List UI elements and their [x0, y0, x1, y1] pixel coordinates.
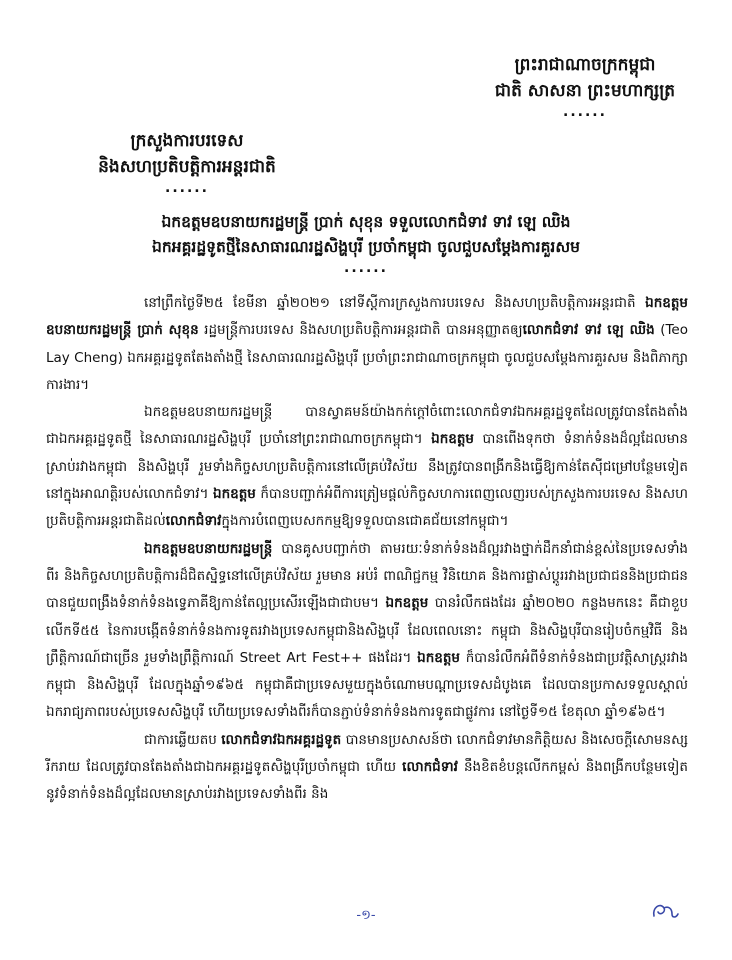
- header-divider-dots: ......: [563, 104, 607, 120]
- paragraph-4: [46, 727, 688, 809]
- p2-bold-3: លោកជំទាវ: [165, 513, 222, 530]
- p3-bold-2: ឯកឧត្តម: [385, 595, 429, 612]
- p1-text-3: (Teo Lay Cheng) ឯកអគ្គរដ្ឋទូតតែងតាំងថ្មី នៃសាធារណរដ្ឋសិង្ហបុរី ប្រចាំព្រះរាជាណាចក្រកម្ពុជា ចូលជួបសម្តែងការគួរសម និងពិភាក្សាការងារ។: [46, 322, 688, 393]
- ministry-name: ក្រសួងការបរទេស: [130, 131, 244, 151]
- ministry-header: [62, 128, 312, 196]
- p1-text-1: នៅព្រឹកថ្ងៃទី២៥ ខែមីនា ឆ្នាំ២០២១ នៅទីស្តីការក្រសួងការបរទេស និងសហប្រតិបត្តិការអន្តរជាតិ: [144, 295, 646, 311]
- p1-text-2: រដ្ឋមន្ត្រីការបរទេស និងសហប្រតិបត្តិការអន្តរជាតិ បានអនុញ្ញាតឲ្យ: [198, 322, 523, 339]
- page-number: -១-: [356, 908, 376, 923]
- document-body: [46, 290, 688, 809]
- paragraph-1: [46, 290, 688, 399]
- p2-text-3: ក៏បានបញ្ជាក់អំពីការត្រៀមផ្តល់កិច្ចសហការពេញលេញរបស់ក្រសួងការបរទេស និងសហប្រតិបត្តិការអន្តរជាតិដល់: [46, 486, 688, 530]
- p3-text-2: បានរំលឹកផងដែរ ឆ្នាំ២០២០ កន្លងមកនេះ គឺជាខួបលើកទី៥៥ នៃការបង្កើតទំនាក់ទំនងការទូតរវាងប្រទេសកម្ពុជានិងសិង្ហបុរី ដែលពេលនោះ កម្ពុជា និងសិង្ហបុរីបានរៀបចំកម្មវិធី និងព្រឹត្តិការណ៍ជាច្រើន រួមទាំងព្រឹត្តិការណ៍ Street Art Fest++ ផងដែរ។: [46, 595, 688, 666]
- p2-text-1: ឯកឧត្តមឧបនាយករដ្ឋមន្ត្រី បានស្វាគមន៍យ៉ាងកក់ក្តៅចំពោះលោកជំទាវឯកអគ្គរដ្ឋទូតដែលត្រូវបានតែងតាំងជាឯកអគ្គរដ្ឋទូតថ្មី នៃសាធារណរដ្ឋសិង្ហបុរី ប្រចាំនៅព្រះរាជាណាចក្រកម្ពុជា។: [46, 404, 688, 448]
- p4-bold-2: លោកជំទាវ: [402, 759, 458, 776]
- p4-text-1: ជាការឆ្លើយតប: [144, 731, 222, 748]
- p3-bold-3: ឯកឧត្តម: [417, 649, 460, 666]
- p2-bold-2: ឯកឧត្តម: [213, 486, 256, 503]
- p1-bold-1: ឯកឧត្តមឧបនាយករដ្ឋមន្ត្រី ប្រាក់ សុខុន: [46, 295, 688, 339]
- ministry-subname: និងសហប្រតិបត្តិការអន្តរជាតិ: [98, 157, 276, 177]
- p1-bold-2: លោកជំទាវ ទាវ ឡេ ឈិង: [522, 322, 655, 339]
- p3-bold-1: ឯកឧត្តមឧបនាយករដ្ឋមន្ត្រី: [144, 540, 273, 557]
- p3-text-3: ក៏បានរំលឹកអំពីទំនាក់ទំនងជាប្រវត្តិសាស្ត្ររវាងកម្ពុជា និងសិង្ហបុរី ដែលក្នុងឆ្នាំ១៩៦៥ កម្ពុជាគឺជាប្រទេសមួយក្នុងចំណោមបណ្តាប្រទេសដំបូងគេ ដែលបានប្រកាសទទួលស្គាល់ឯករាជ្យភាពរបស់ប្រទេសសិង្ហបុរី ហើយប្រទេសទាំងពីរក៏បានភ្ជាប់ទំនាក់ទំនងការទូតជាផ្លូវការ នៅថ្ងៃទី១៥ ខែតុលា ឆ្នាំ១៩៦៥។: [46, 649, 688, 721]
- kingdom-header: [470, 52, 700, 120]
- p4-text-3: នឹងខិតខំបន្តលើកកម្ពស់ និងពង្រីកបន្ថែមទៀតនូវទំនាក់ទំនងដ៏ល្អដែលមានស្រាប់រវាងប្រទេសទាំងពីរ និង: [46, 759, 688, 803]
- title-line-1: ឯកឧត្តមឧបនាយករដ្ឋមន្ត្រី ប្រាក់ សុខុន ទទួលលោកជំទាវ ទាវ ឡេ ឈិង: [161, 213, 571, 231]
- initials-stroke: [646, 896, 686, 926]
- kingdom-title: ព្រះរាជាណាចក្រកម្ពុជា: [514, 55, 656, 75]
- ministry-divider-dots: ......: [165, 180, 209, 196]
- title-line-2: ឯកអគ្គរដ្ឋទូតថ្មីនៃសាធារណរដ្ឋសិង្ហបុរី ប្រចាំកម្ពុជា ចូលជួបសម្តែងការគួរសម: [152, 238, 580, 256]
- handwritten-initials-icon: [646, 896, 686, 926]
- paragraph-3: [46, 536, 688, 727]
- p3-text-1: បានគូសបញ្ជាក់ថា តាមរយៈទំនាក់ទំនងដ៏ល្អរវាងថ្នាក់ដឹកនាំជាន់ខ្ពស់នៃប្រទេសទាំងពីរ និងកិច្ចសហប្រតិបត្តិការដ៏ជិតស្និទ្ធនៅលើគ្រប់វិស័យ រួមមាន អប់រំ ពាណិជ្ជកម្ម វិនិយោគ និងការផ្លាស់ប្តូររវាងប្រជាជននិងប្រជាជន បានជួយពង្រឹងទំនាក់ទំនងទ្វេភាគីឱ្យកាន់តែល្អប្រសើរឡើងជាជាបម។: [46, 540, 688, 612]
- p2-bold-1: ឯកឧត្តម: [431, 431, 474, 448]
- p2-text-2: បានពើងទុកថា ទំនាក់ទំនងដ៏ល្អដែលមានស្រាប់រវាងកម្ពុជា និងសិង្ហបុរី រួមទាំងកិច្ចសហប្រតិបត្តិការនៅលើគ្រប់វិស័យ នឹងត្រូវបានពង្រីកនិងធ្វើឱ្យកាន់តែស៊ីជម្រៅបន្ថែមទៀត នៅក្នុងអាណត្តិរបស់លោកជំទាវ។: [46, 431, 688, 503]
- national-motto: ជាតិ សាសនា ព្រះមហាក្សត្រ: [494, 81, 676, 101]
- p2-text-4: ក្នុងការបំពេញបេសកកម្មឱ្យទទួលបានជោគជ័យនៅកម្ពុជា។: [221, 513, 509, 530]
- press-release-title: [40, 210, 692, 276]
- p4-bold-1: លោកជំទាវឯកអគ្គរដ្ឋទូត: [221, 731, 342, 748]
- paragraph-2: [46, 399, 688, 535]
- p4-text-2: បានមានប្រសាសន៍ថា លោកជំទាវមានកិត្តិយស និងសេចក្តីសោមនស្សរីករាយ ដែលត្រូវបានតែងតាំងជាឯកអគ្គរដ្ឋទូតសិង្ហបុរីប្រចាំកម្ពុជា ហើយ: [46, 731, 688, 776]
- title-divider-dots: ......: [344, 260, 388, 276]
